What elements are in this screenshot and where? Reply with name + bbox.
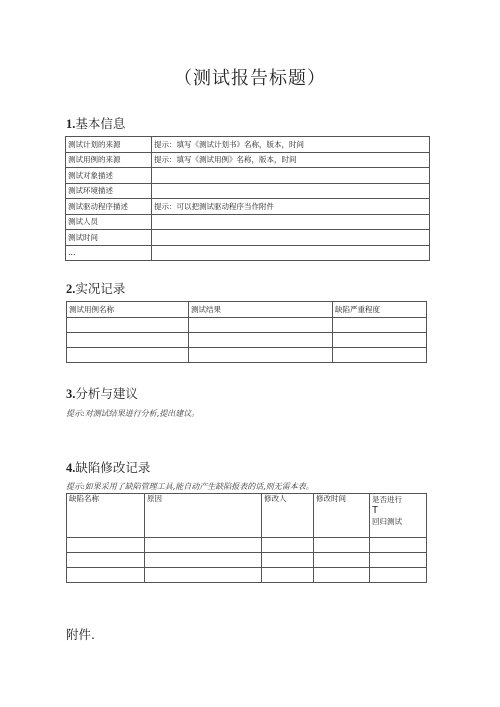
table-cell[interactable]: [262, 553, 314, 568]
table-row: [66, 214, 430, 230]
table-cell[interactable]: [370, 553, 427, 568]
section-basic-heading: [66, 114, 125, 132]
table-header-row: [67, 494, 427, 538]
table-cell[interactable]: [189, 333, 333, 348]
analysis-hint: 提示:对测试结果进行分析,提出建议。: [66, 409, 200, 418]
table-cell[interactable]: [67, 538, 145, 553]
section-defects-heading: [66, 458, 150, 476]
row-label: 测试时间: [66, 230, 152, 246]
column-header: 修改时间: [314, 494, 370, 538]
section-number: 4.: [66, 461, 76, 475]
section-number: 2.: [66, 282, 76, 296]
table-cell[interactable]: [333, 348, 427, 363]
table-row: [66, 245, 430, 261]
attachments-label: 附件.: [66, 627, 95, 642]
row-value[interactable]: [152, 183, 430, 199]
column-header-mark: T: [372, 505, 379, 516]
row-label: 测试计划的来源: [66, 137, 152, 153]
table-row: [67, 318, 427, 333]
table-header-row: [67, 302, 427, 318]
table-cell[interactable]: [67, 348, 189, 363]
table-cell[interactable]: [67, 333, 189, 348]
table-cell[interactable]: [67, 318, 189, 333]
column-header: 测试用例名称: [67, 302, 189, 318]
section-title: 基本信息: [75, 116, 126, 131]
column-header-line: 回归测试: [372, 517, 402, 526]
column-header: 原因: [145, 494, 262, 538]
section-title: 分析与建议: [75, 386, 138, 401]
table-cell[interactable]: [145, 568, 262, 583]
table-row: [66, 230, 430, 246]
table-cell[interactable]: [262, 568, 314, 583]
section-record-heading: [66, 279, 125, 297]
table-cell[interactable]: [67, 553, 145, 568]
table-row: [67, 348, 427, 363]
table-row: [67, 538, 427, 553]
table-cell[interactable]: [370, 538, 427, 553]
table-cell[interactable]: [145, 553, 262, 568]
table-cell[interactable]: [314, 538, 370, 553]
page-title: （测试报告标题）: [174, 68, 326, 89]
table-row: [66, 199, 430, 215]
row-label: 测试用例的来源: [66, 152, 152, 168]
row-label: 测试驱动程序描述: [66, 199, 152, 215]
row-value[interactable]: [152, 245, 430, 261]
row-value[interactable]: 提示：填写《测试计划书》名称，版本，时间: [152, 137, 430, 153]
section-number: 1.: [66, 117, 76, 131]
table-cell[interactable]: [67, 568, 145, 583]
row-label: 测试环境描述: [66, 183, 152, 199]
record-table: [66, 301, 427, 363]
table-row: [67, 553, 427, 568]
row-value[interactable]: [152, 214, 430, 230]
row-label: 测试人员: [66, 214, 152, 230]
section-title: 实况记录: [75, 281, 126, 296]
table-cell[interactable]: [189, 348, 333, 363]
table-cell[interactable]: [145, 538, 262, 553]
table-row: [66, 152, 430, 168]
section-number: 3.: [66, 387, 76, 401]
table-cell[interactable]: [370, 568, 427, 583]
table-cell[interactable]: [314, 568, 370, 583]
column-header: 修改人: [262, 494, 314, 538]
table-row: [67, 333, 427, 348]
table-cell[interactable]: [262, 538, 314, 553]
defects-table: [66, 493, 427, 583]
section-title: 缺陷修改记录: [75, 460, 151, 475]
table-cell[interactable]: [189, 318, 333, 333]
defects-hint: 提示:如果采用了缺陷管理工具,能自动产生缺陷报表的话,则无需本表。: [66, 482, 314, 491]
table-row: [67, 568, 427, 583]
table-cell[interactable]: [333, 318, 427, 333]
column-header-line: 是否进行: [372, 495, 402, 504]
column-header: 缺陷名称: [67, 494, 145, 538]
row-label: 测试对象描述: [66, 168, 152, 184]
row-value[interactable]: [152, 230, 430, 246]
table-cell[interactable]: [314, 553, 370, 568]
column-header-regression: [370, 494, 427, 538]
column-header: 缺陷严重程度: [333, 302, 427, 318]
table-row: [66, 137, 430, 153]
row-value[interactable]: 提示：填写《测试用例》名称，版本，时间: [152, 152, 430, 168]
row-value[interactable]: 提示：可以把测试驱动程序当作附件: [152, 199, 430, 215]
table-row: [66, 183, 430, 199]
section-analysis-heading: [66, 384, 138, 402]
basic-info-table: [65, 136, 430, 261]
table-cell[interactable]: [333, 333, 427, 348]
column-header: 测试结果: [189, 302, 333, 318]
row-value[interactable]: [152, 168, 430, 184]
row-label: …: [66, 245, 152, 261]
table-row: [66, 168, 430, 184]
